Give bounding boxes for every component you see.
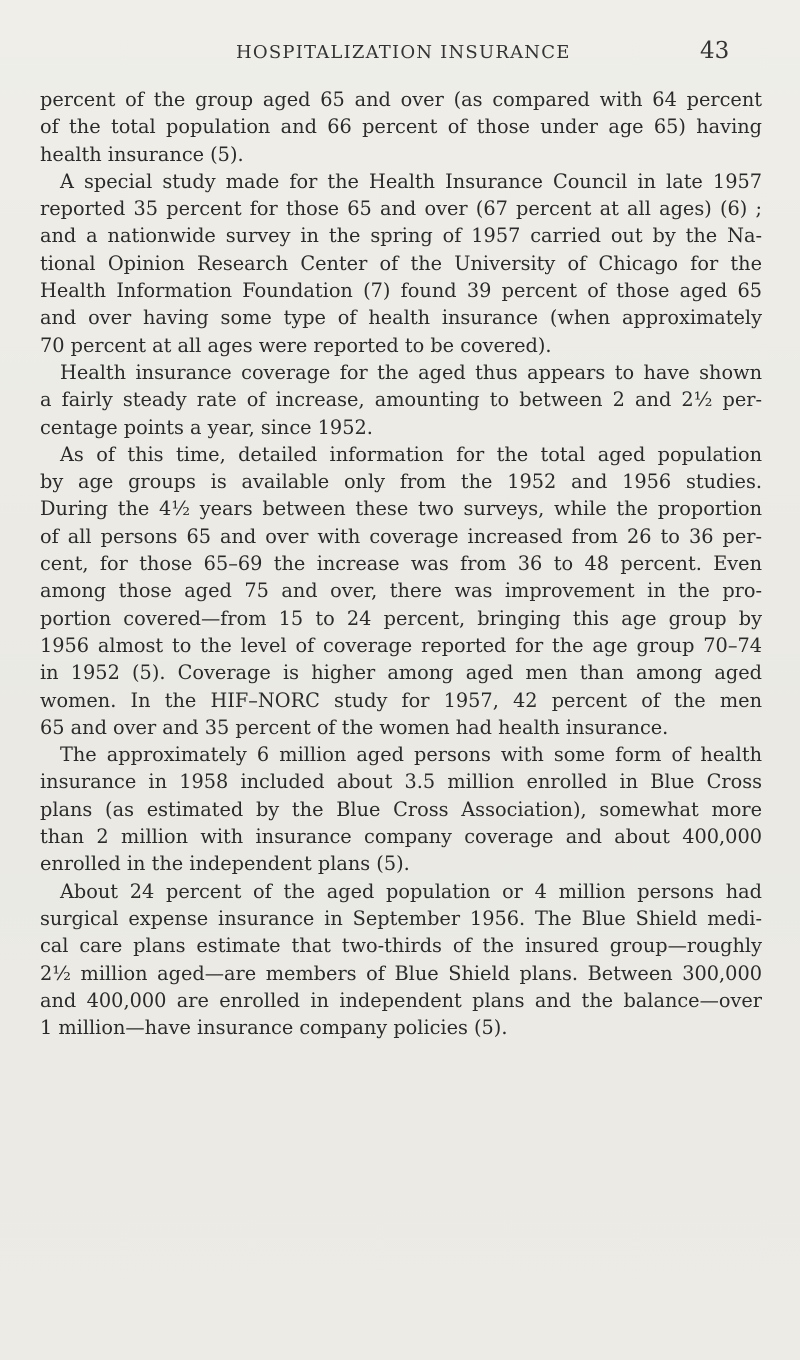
body-text [40,86,762,1041]
text-line: portion covered—from 15 to 24 percent, bringing this age group by [40,606,762,630]
text-line: and a nationwide survey in the spring of 1957 carried out by the Na- [40,224,762,248]
text-line: of all persons 65 and over with coverage increased from 26 to 36 per- [40,524,762,548]
text-line: tional Opinion Research Center of the University of Chicago for the [40,251,762,275]
text-line: As of this time, detailed information for the total aged population [60,442,762,466]
text-line: cent, for those 65–69 the increase was from 36 to 48 percent. Even [40,552,762,576]
text-line: cal care plans estimate that two-thirds of the insured group—roughly [40,934,762,958]
text-line: in 1952 (5). Coverage is higher among aged men than among aged [40,661,762,685]
text-line: among those aged 75 and over, there was improvement in the pro- [40,579,762,603]
text-line: surgical expense insurance in September 1956. The Blue Shield medi- [40,906,762,930]
page-header [0,36,800,76]
text-line: 1 million—have insurance company policies (5). [40,1016,508,1040]
text-line: The approximately 6 million aged persons with some form of health [60,743,762,767]
text-line: of the total population and 66 percent of those under age 65) having [40,115,762,139]
page-number: 43 [700,38,730,64]
text-line: women. In the HIF–NORC study for 1957, 42 percent of the men [40,688,762,712]
text-line: 1956 almost to the level of coverage reported for the age group 70–74 [40,633,762,657]
text-line: by age groups is available only from the 1952 and 1956 studies. [40,470,762,494]
text-line: 70 percent at all ages were reported to be covered). [40,333,552,357]
text-line: enrolled in the independent plans (5). [40,852,410,876]
text-line: reported 35 percent for those 65 and over (67 percent at all ages) (6) ; [40,197,762,221]
text-line: plans (as estimated by the Blue Cross Association), somewhat more [40,797,762,821]
text-line: 65 and over and 35 percent of the women had health insurance. [40,715,669,739]
text-line: About 24 percent of the aged population or 4 million persons had [60,879,762,903]
text-line: insurance in 1958 included about 3.5 million enrolled in Blue Cross [40,770,762,794]
text-line: and 400,000 are enrolled in independent plans and the balance—over [40,988,762,1012]
text-line: Health insurance coverage for the aged thus appears to have shown [60,360,762,384]
text-line: Health Information Foundation (7) found 39 percent of those aged 65 [40,279,762,303]
text-line: During the 4½ years between these two surveys, while the proportion [40,497,762,521]
text-line: health insurance (5). [40,142,244,166]
text-line: percent of the group aged 65 and over (as compared with 64 percent [40,88,762,111]
running-title: HOSPITALIZATION INSURANCE [236,42,571,63]
text-line: 2½ million aged—are members of Blue Shield plans. Between 300,000 [40,961,762,985]
text-line: A special study made for the Health Insurance Council in late 1957 [60,169,762,193]
text-line: than 2 million with insurance company coverage and about 400,000 [40,825,762,849]
text-line: centage points a year, since 1952. [40,415,373,439]
text-line: and over having some type of health insurance (when approximately [40,306,762,330]
text-line: a fairly steady rate of increase, amounting to between 2 and 2½ per- [40,388,762,412]
